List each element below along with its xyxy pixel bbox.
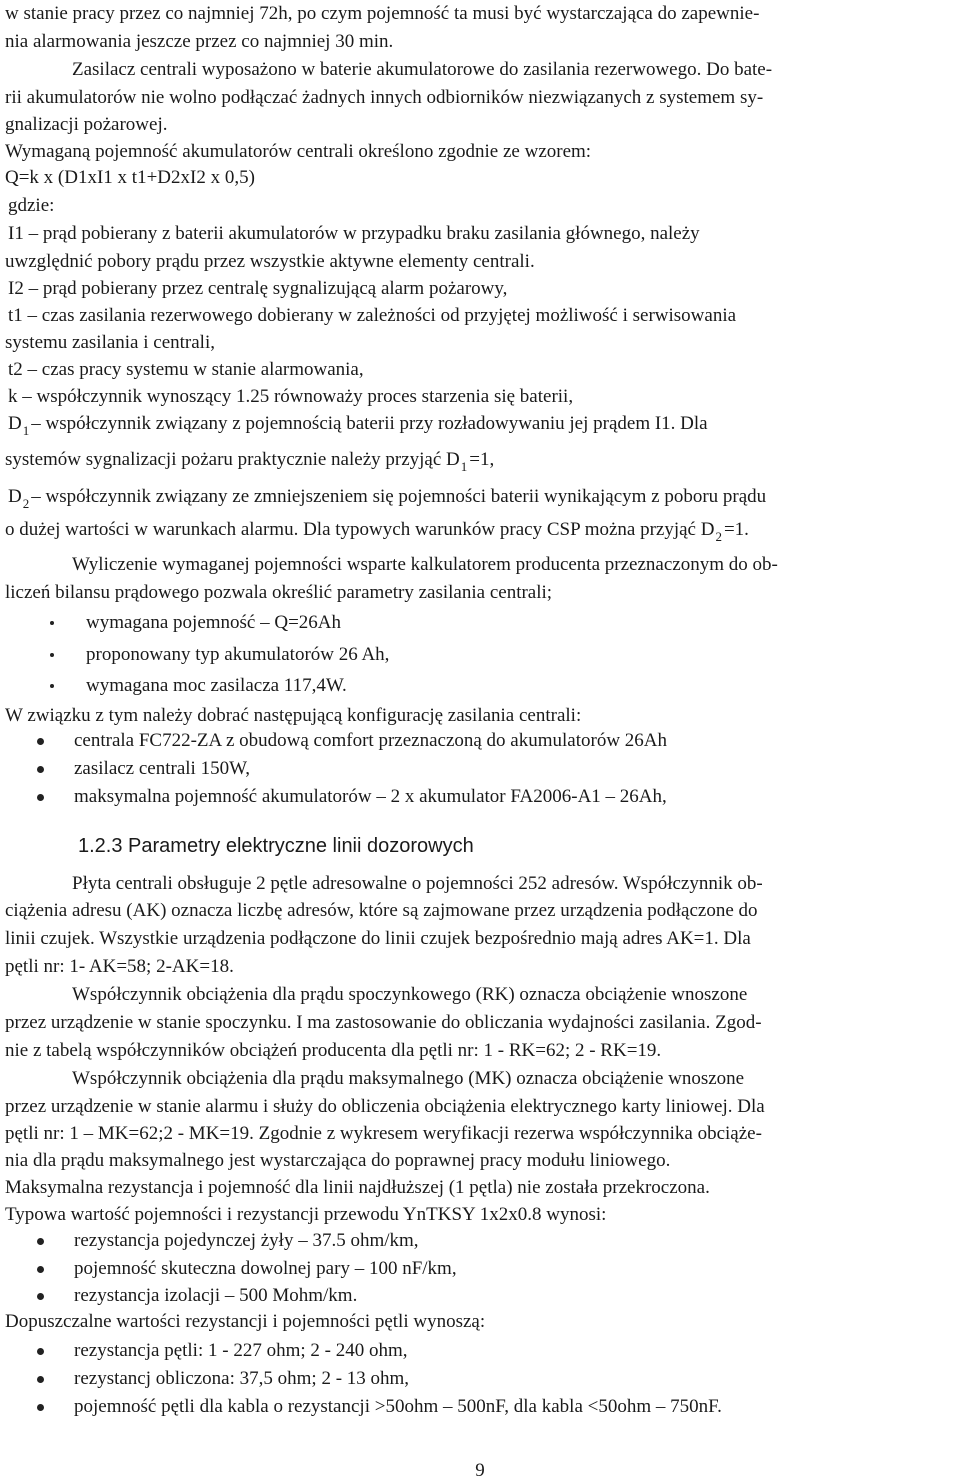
text-line: Wyliczenie wymaganej pojemności wsparte kalkulatorem producenta przeznaczonym do ob-	[72, 554, 778, 575]
text-line: nia dla prądu maksymalnego jest wystarczająca do poprawnej pracy modułu liniowego.	[5, 1150, 671, 1171]
text-line: Typowa wartość pojemności i rezystancji przewodu YnTKSY 1x2x0.8 wynosi:	[5, 1204, 607, 1225]
text-line: Współczynnik obciążenia dla prądu maksymalnego (MK) oznacza obciążenie wnoszone	[72, 1068, 745, 1089]
definition-i2: I2 – prąd pobierany przez centralę sygnalizującą alarm pożarowy,	[8, 278, 508, 299]
definition-i1: I1 – prąd pobierany z baterii akumulatorów w przypadku braku zasilania głównego, należy	[8, 223, 700, 244]
text-line: gdzie:	[8, 195, 55, 216]
bullet-icon	[37, 1238, 44, 1245]
bullet-icon	[37, 1404, 44, 1411]
text-line: przez urządzenie w stanie spoczynku. I ma zastosowanie do obliczania wydajności zasilania. Zgod-	[5, 1012, 762, 1033]
text-line: pętli nr: 1 – MK=62;2 - MK=19. Zgodnie z wykresem weryfikacji rezerwa współczynnika obciąże-	[5, 1123, 762, 1144]
text-line: w stanie pracy przez co najmniej 72h, po czym pojemność ta musi być wystarczająca do zapewnie-	[5, 3, 760, 24]
text-line: liczeń bilansu prądowego pozwala określić parametry zasilania centrali;	[5, 582, 553, 603]
text-line: przez urządzenie w stanie alarmu i służy do obliczenia obciążenia elektrycznego karty liniowej. Dla	[5, 1096, 765, 1117]
text-line: gnalizacji pożarowej.	[5, 114, 168, 135]
text-line: nie z tabelą współczynników obciążeń producenta dla pętli nr: 1 - RK=62; 2 - RK=19.	[5, 1040, 662, 1061]
text-line: pętli nr: 1- AK=58; 2-AK=18.	[5, 956, 234, 977]
definition-d2: $D_2$ – współczynnik związany ze zmniejszeniem się pojemności baterii wynikającym z poboru prądu	[8, 486, 767, 511]
definition-d1: $D_1$ – współczynnik związany z pojemnością baterii przy rozładowywaniu jej prądem I1. Dla	[8, 413, 708, 438]
d1-value-line: systemów sygnalizacji pożaru praktycznie należy przyjąć $D_1 =1$,	[5, 449, 495, 474]
bullet-icon	[37, 766, 44, 773]
document-page: w stanie pracy przez co najmniej 72h, po czym pojemność ta musi być wystarczająca do zapewnie- nia alarmowania jeszcze przez co najmniej 30 min. Zasilacz centrali wyposażono w baterie akumulatorowe do zasilania rezerwowego. Do bate- rii akumulatorów nie wolno podłączać żadnych innych odbiorników niezwiązanych z systemem sy- gnalizacji pożarowej. Wymaganą pojemność akumulatorów centrali określono zgodnie ze wzorem: Q=k x (D1xI1 x t1+D2xI2 x 0,5) gdzie: I1 – prąd pobierany z baterii akumulatorów w przypadku braku zasilania głównego, należy uwzględnić pobory prądu przez wszystkie aktywne elementy centrali. I2 – prąd pobierany przez centralę sygnalizującą alarm pożarowy, t1 – czas zasilania rezerwowego dobierany w zależności od przyjętej możliwość i serwisowania systemu zasilania i centrali, t2 – czas pracy systemu w stanie alarmowania, k – współczynnik wynoszący 1.25 równoważy proces starzenia się baterii, $D_1$ – współczynnik związany z pojemnością baterii przy rozładowywaniu jej prądem I1. Dla systemów sygnalizacji pożaru praktycznie należy przyjąć $D_1 =1$, $D_2$ – współczynnik związany ze zmniejszeniem się pojemności baterii wynikającym z poboru prądu o dużej wartości w warunkach alarmu. Dla typowych warunków pracy CSP można przyjąć $D_2 =1$. Wyliczenie wymaganej pojemności wsparte kalkulatorem producenta przeznaczonym do ob- liczeń bilansu prądowego pozwala określić parametry zasilania centrali; wymagana pojemność – Q=26Ah proponowany typ akumulatorów 26 Ah, wymagana moc zasilacza 117,4W. W związku z tym należy dobrać następującą konfigurację zasilania centrali: centrala FC722-ZA z obudową comfort przeznaczoną do akumulatorów 26Ah zasilacz centrali 150W, maksymalna pojemność akumulatorów – 2 x akumulator FA2006-A1 – 26Ah, 1.2.3 Parametry elektryczne linii dozorowych Płyta centrali obsługuje 2 pętle adresowalne o pojemności 252 adresów. Współczynnik ob- ciążenia adresu (AK) oznacza liczbę adresów, które są zajmowane przez urządzenia podłączone do linii czujek. Wszystkie urządzenia podłączone do linii czujek bezpośrednio mają adres AK=1. Dla pętli nr: 1- AK=58; 2-AK=18. Współczynnik obciążenia dla prądu spoczynkowego (RK) oznacza obciążenie wnoszone przez urządzenie w stanie spoczynku. I ma zastosowanie do obliczania wydajności zasilania. Zgod- nie z tabelą współczynników obciążeń producenta dla pętli nr: 1 - RK=62; 2 - RK=19. Współczynnik obciążenia dla prądu maksymalnego (MK) oznacza obciążenie wnoszone przez urządzenie w stanie alarmu i służy do obliczenia obciążenia elektrycznego karty liniowej. Dla pętli nr: 1 – MK=62;2 - MK=19. Zgodnie z wykresem weryfikacji rezerwa współczynnika obciąże- nia dla prądu maksymalnego jest wystarczająca do poprawnej pracy modułu liniowego. Maksymalna rezystancja i pojemność dla linii najdłuższej (1 pętla) nie została przekroczona. Typowa wartość pojemności i rezystancji przewodu YnTKSY 1x2x0.8 wynosi: rezystancja pojedynczej żyły – 37.5 ohm/km, pojemność skuteczna dowolnej pary – 100 nF/km, rezystancja izolacji – 500 Mohm/km. Dopuszczalne wartości rezystancji i pojemności pętli wynoszą: rezystancja pętli: 1 - 227 ohm; 2 - 240 ohm, rezystancj obliczona: 37,5 ohm; 2 - 13 ohm, pojemność pętli dla kabla o rezystancji >50ohm – 500nF, dla kabla <50ohm – 750nF. 9	[0, 0, 960, 1482]
text-line: systemu zasilania i centrali,	[5, 332, 215, 353]
bullet-icon	[37, 1266, 44, 1273]
bullet-icon	[37, 1293, 44, 1300]
text-line: nia alarmowania jeszcze przez co najmniej 30 min.	[5, 31, 394, 52]
text-line: linii czujek. Wszystkie urządzenia podłączone do linii czujek bezpośrednio mają adres AK=1. Dla	[5, 928, 751, 949]
bullet-icon	[50, 621, 54, 625]
bullet-icon	[50, 653, 54, 657]
formula: Q=k x (D1xI1 x t1+D2xI2 x 0,5)	[5, 167, 255, 188]
page-number: 9	[475, 1460, 485, 1481]
text-line: Maksymalna rezystancja i pojemność dla linii najdłuższej (1 pętla) nie została przekroczona.	[5, 1177, 710, 1198]
text-line: Wymaganą pojemność akumulatorów centrali określono zgodnie ze wzorem:	[5, 141, 592, 162]
bullet-icon	[37, 1348, 44, 1355]
text-line: rii akumulatorów nie wolno podłączać żadnych innych odbiorników niezwiązanych z systemem sy-	[5, 87, 764, 108]
bullet-icon	[50, 684, 54, 688]
text-line: Zasilacz centrali wyposażono w baterie akumulatorowe do zasilania rezerwowego. Do bate-	[72, 59, 773, 80]
bullet-icon	[37, 1376, 44, 1383]
d2-value-line: o dużej wartości w warunkach alarmu. Dla typowych warunków pracy CSP można przyjąć $D_2 =1$.	[5, 519, 749, 544]
text-line: uwzględnić pobory prądu przez wszystkie aktywne elementy centrali.	[5, 251, 535, 272]
definition-t2: t2 – czas pracy systemu w stanie alarmowania,	[8, 359, 364, 380]
section-heading: 1.2.3 Parametry elektryczne linii dozorowych	[78, 835, 474, 857]
text-line: Płyta centrali obsługuje 2 pętle adresowalne o pojemności 252 adresów. Współczynnik ob-	[72, 873, 763, 894]
text-line: W związku z tym należy dobrać następującą konfigurację zasilania centrali:	[5, 705, 582, 726]
text-line: Dopuszczalne wartości rezystancji i pojemności pętli wynoszą:	[5, 1311, 486, 1332]
bullet-icon	[37, 794, 44, 801]
bullet-icon	[37, 738, 44, 745]
definition-k: k – współczynnik wynoszący 1.25 równoważy proces starzenia się baterii,	[8, 386, 574, 407]
text-line: ciążenia adresu (AK) oznacza liczbę adresów, które są zajmowane przez urządzenia podłączone do	[5, 900, 758, 921]
text-line: Współczynnik obciążenia dla prądu spoczynkowego (RK) oznacza obciążenie wnoszone	[72, 984, 748, 1005]
definition-t1: t1 – czas zasilania rezerwowego dobierany w zależności od przyjętej możliwość i serwisowania	[8, 305, 737, 326]
